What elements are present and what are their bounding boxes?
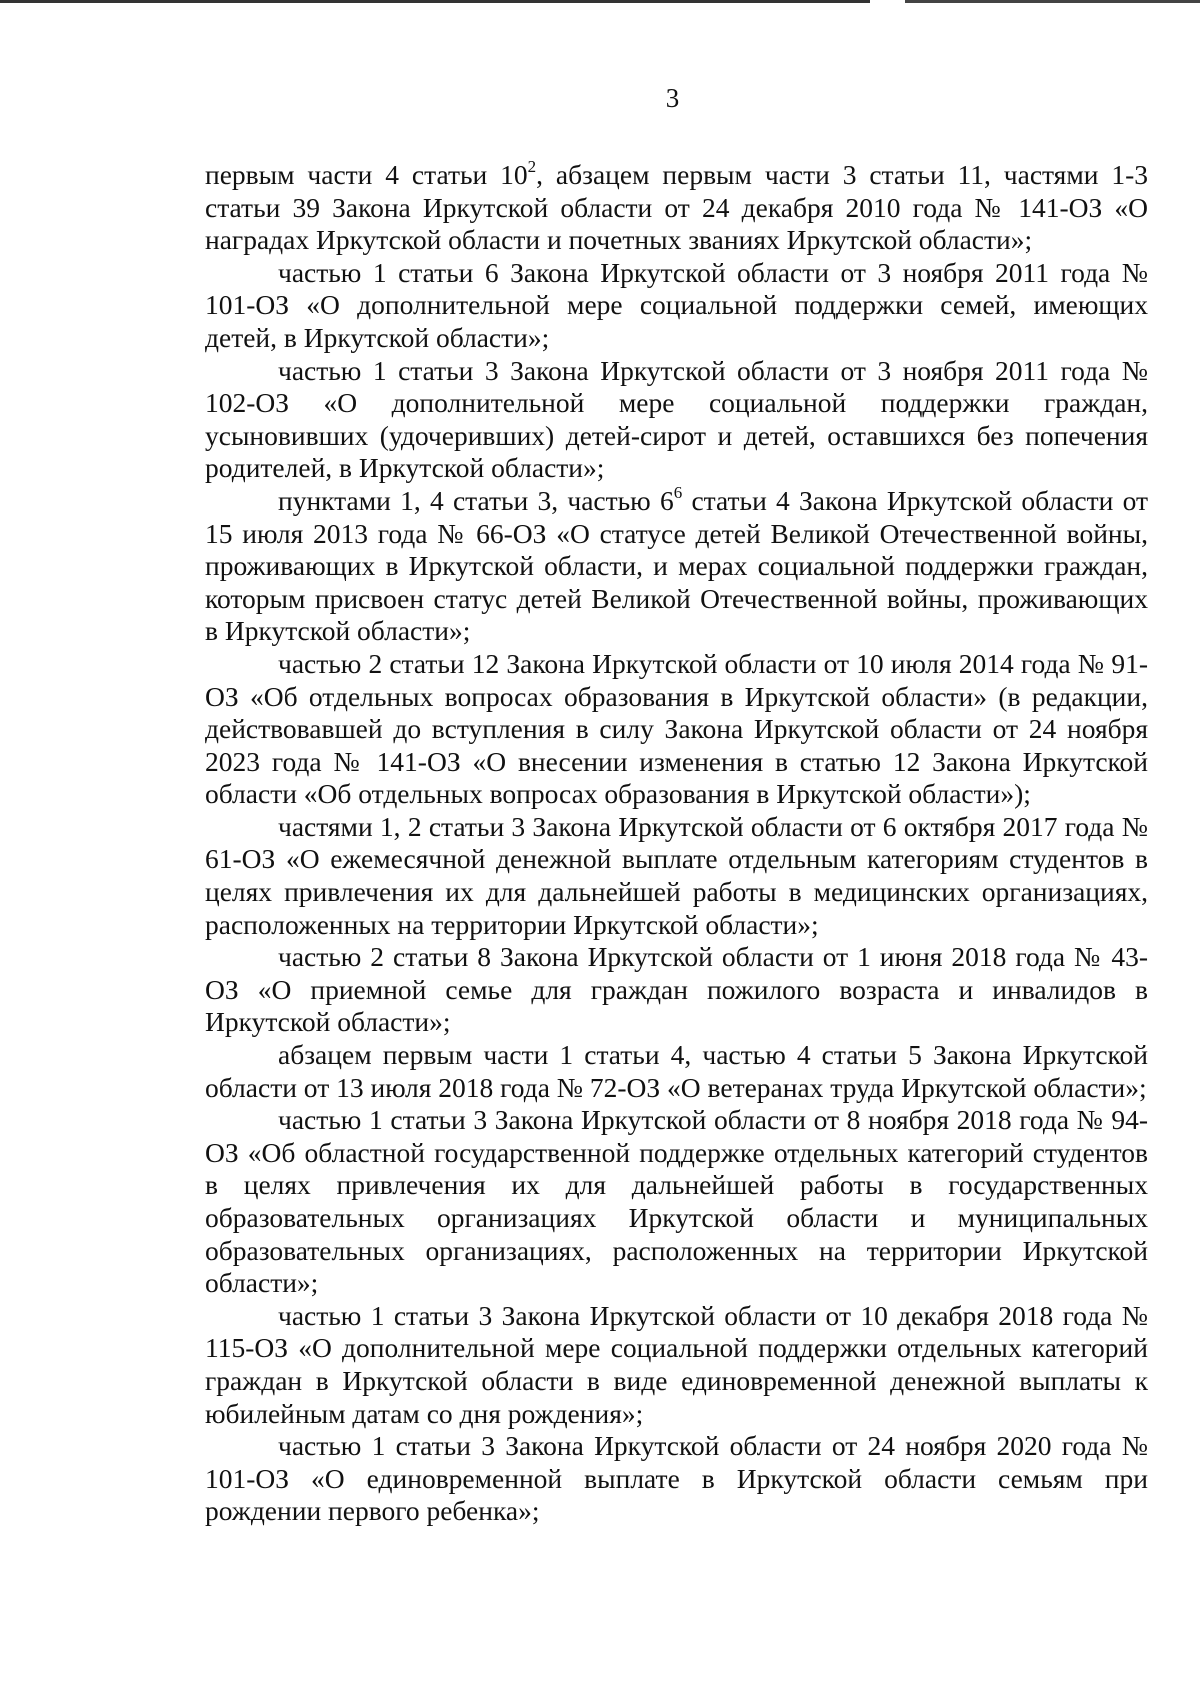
paragraph-text: абзацем первым части 1 статьи 4, частью 4 статьи 5 Закона Иркутской области от 13 июля 2018 года № 72-ОЗ «О ветеранах труда Иркутской области»; [205,1039,1148,1103]
paragraph-4 [205,648,1148,811]
scan-edge-line [0,0,870,3]
paragraph-10 [205,1430,1148,1528]
paragraph-text: пунктами 1, 4 статьи 3, частью 6 [278,484,674,516]
paragraph-text: частью 1 статьи 3 Закона Иркутской области от 8 ноября 2018 года № 94-ОЗ «Об областной государственной поддержке отдельных категорий студентов в целях привлечения их для дальнейшей работы в государственных образовательных организациях Иркутской области и муниципальных образовательных организациях, расположенных на территории Иркутской области»; [205,1104,1148,1299]
paragraph-9 [205,1300,1148,1430]
scan-edge-line-right [905,0,1200,3]
paragraph-6 [205,941,1148,1039]
paragraph-5 [205,811,1148,941]
superscript: 6 [673,482,683,502]
superscript: 2 [527,156,537,176]
paragraph-2 [205,355,1148,485]
paragraph-3 [205,482,1148,648]
paragraph-1 [205,257,1148,355]
paragraph-0 [205,156,1148,257]
paragraph-text: частью 2 статьи 12 Закона Иркутской области от 10 июля 2014 года № 91-ОЗ «Об отдельных вопросах образования в Иркутской области» (в редакции, действовавшей до вступления в силу Закона Иркутской области от 24 ноября 2023 года № 141-ОЗ «О внесении изменения в статью 12 Закона Иркутской области «Об отдельных вопросах образования в Иркутской области»); [205,647,1148,810]
page-number: 3 [665,83,680,113]
paragraph-text-cont: статьи 4 Закона Иркутской области от 15 июля 2013 года № 66-ОЗ «О статусе детей Великой Отечественной войны, проживающих в Иркутской области, и мерах социальной поддержки граждан, которым присвоен статус детей Великой Отечественной войны, проживающих в Иркутской области»; [205,484,1148,647]
paragraph-text: частью 1 статьи 3 Закона Иркутской области от 24 ноября 2020 года № 101-ОЗ «О единовременной выплате в Иркутской области семьям при рождении первого ребенка»; [205,1430,1148,1527]
paragraph-8 [205,1104,1148,1300]
paragraph-7 [205,1039,1148,1104]
paragraph-text: частью 2 статьи 8 Закона Иркутской области от 1 июня 2018 года № 43-ОЗ «О приемной семье для граждан пожилого возраста и инвалидов в Иркутской области»; [205,941,1148,1038]
paragraph-text: первым части 4 статьи 10 [205,159,528,190]
paragraph-text: частями 1, 2 статьи 3 Закона Иркутской области от 6 октября 2017 года № 61-ОЗ «О ежемесячной денежной выплате отдельным категориям студентов в целях привлечения их для дальнейшей работы в медицинских организациях, расположенных на территории Иркутской области»; [205,810,1148,940]
paragraph-text: частью 1 статьи 6 Закона Иркутской области от 3 ноября 2011 года № 101-ОЗ «О дополнительной мере социальной поддержки семей, имеющих детей, в Иркутской области»; [205,256,1148,353]
paragraph-text: частью 1 статьи 3 Закона Иркутской области от 10 декабря 2018 года № 115-ОЗ «О дополнительной мере социальной поддержки отдельных категорий граждан в Иркутской области в виде единовременной денежной выплаты к юбилейным датам со дня рождения»; [205,1299,1148,1429]
document-body [205,156,1148,1528]
paragraph-text: частью 1 статьи 3 Закона Иркутской области от 3 ноября 2011 года № 102-ОЗ «О дополнительной мере социальной поддержки граждан, усыновивших (удочеривших) детей-сирот и детей, оставшихся без попечения родителей, в Иркутской области»; [205,354,1148,484]
paragraph-text-cont: , абзацем первым части 3 статьи 11, частями 1-3 статьи 39 Закона Иркутской области от 24 декабря 2010 года № 141-ОЗ «О наградах Иркутской области и почетных званиях Иркутской области»; [205,159,1148,256]
